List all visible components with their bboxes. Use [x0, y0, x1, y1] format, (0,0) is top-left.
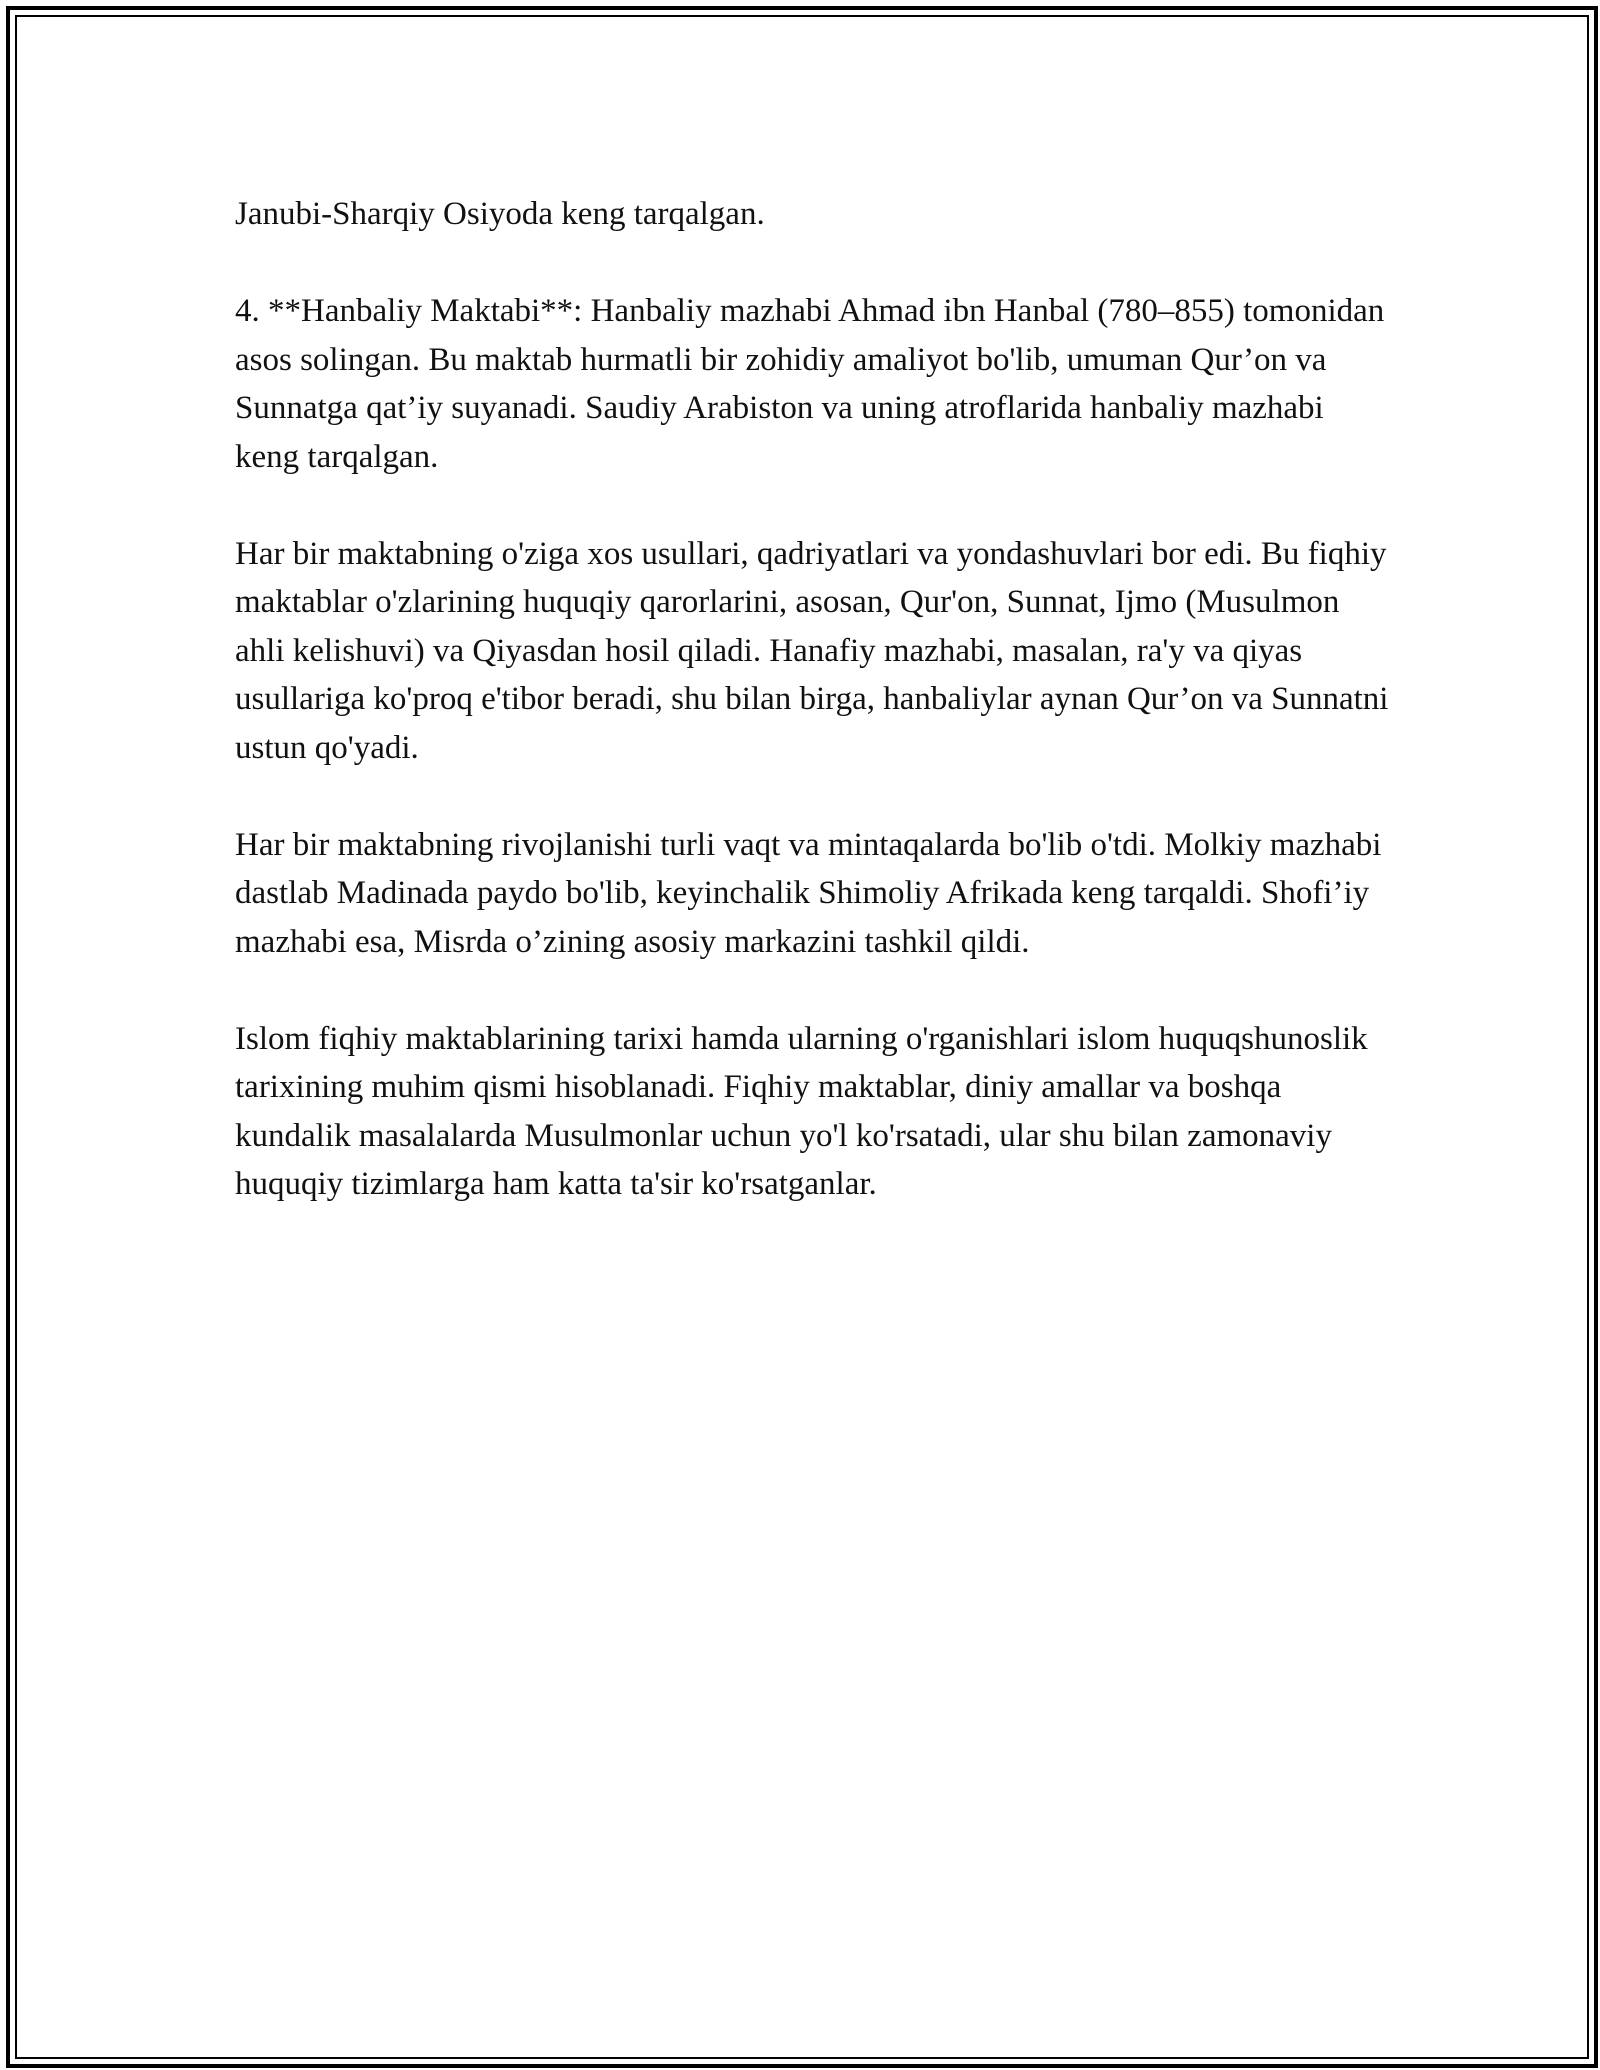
paragraph-islom-fiqhiy-tarixi: Islom fiqhiy maktablarining tarixi hamda ularning o'rganishlari islom huquqshunoslik tarixining muhim qismi hisoblanadi. Fiqhiy maktablar, diniy amallar va boshqa kundalik masalalarda Musulmonlar uchun yo'l ko'rsatadi, ular shu bilan zamonaviy huquqiy tizimlarga ham katta ta'sir ko'rsatganlar.: [235, 1020, 1368, 1202]
document-body: [235, 190, 1395, 1209]
paragraph-continuation: Janubi-Sharqiy Osiyoda keng tarqalgan.: [235, 196, 765, 232]
paragraph-maktab-rivojlanishi: Har bir maktabning rivojlanishi turli vaqt va mintaqalarda bo'lib o'tdi. Molkiy mazhabi dastlab Madinada paydo bo'lib, keyinchalik Shimoliy Afrikada keng tarqaldi. Shofi’iy mazhabi esa, Misrda o’zining asosiy markazini tashkil qildi.: [235, 826, 1382, 960]
paragraph-hanbaliy-maktabi: 4. **Hanbaliy Maktabi**: Hanbaliy mazhabi Ahmad ibn Hanbal (780–855) tomonidan asos solingan. Bu maktab hurmatli bir zohidiy amaliyot bo'lib, umuman Qur’on va Sunnatga qat’iy suyanadi. Saudiy Arabiston va uning atroflarida hanbaliy mazhabi keng tarqalgan.: [235, 293, 1385, 475]
paragraph-maktab-usullari: Har bir maktabning o'ziga xos usullari, qadriyatlari va yondashuvlari bor edi. Bu fiqhiy maktablar o'zlarining huquqiy qarorlarini, asosan, Qur'on, Sunnat, Ijmo (Musulmon ahli kelishuvi) va Qiyasdan hosil qiladi. Hanafiy mazhabi, masalan, ra'y va qiyas usullariga ko'proq e'tibor beradi, shu bilan birga, hanbaliylar aynan Qur’on va Sunnatni ustun qo'yadi.: [235, 535, 1389, 766]
